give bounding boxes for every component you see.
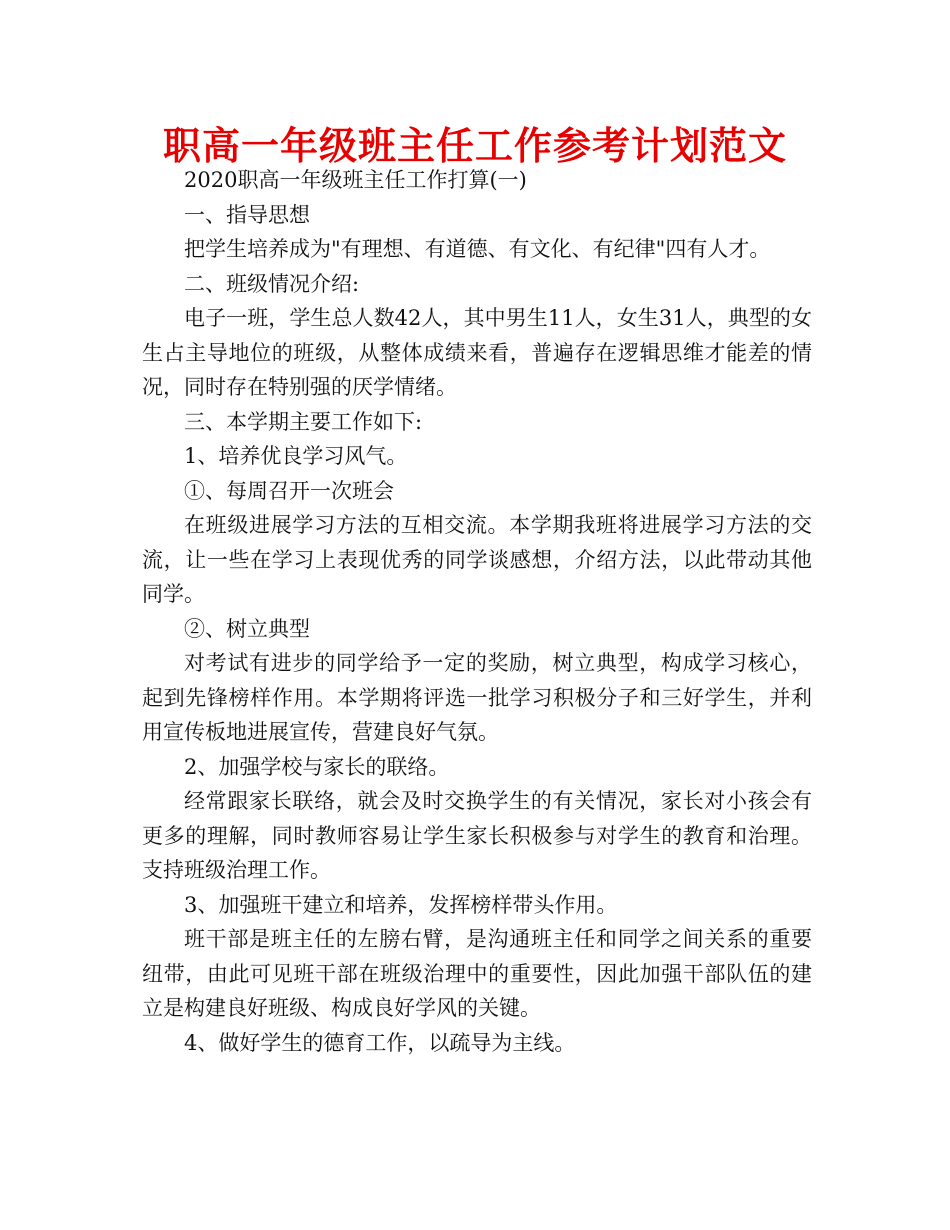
subsection-heading: 1、培养优良学习风气。	[184, 444, 408, 468]
subsection-heading: 2、加强学校与家长的联络。	[184, 754, 450, 779]
section-heading: 一、指导思想	[184, 202, 310, 227]
section-heading: 三、本学期主要工作如下:	[184, 409, 423, 434]
subsection-heading: 4、做好学生的德育工作，以疏导为主线。	[184, 1030, 576, 1055]
paragraph: 把学生培养成为"有理想、有道德、有文化、有纪律"四有人才。	[184, 237, 771, 261]
document-body	[142, 163, 812, 1060]
section-heading: 二、班级情况介绍:	[184, 271, 360, 296]
paragraph: 在班级进展学习方法的互相交流。本学期我班将进展学习方法的交流，让一些在学习上表现优秀的同学谈感想，介绍方法，以此带动其他同学。	[142, 513, 812, 606]
subsection-heading: 3、加强班干建立和培养，发挥榜样带头作用。	[184, 892, 618, 917]
paragraph: 班干部是班主任的左膀右臂，是沟通班主任和同学之间关系的重要纽带，由此可见班干部在班级治理中的重要性，因此加强干部队伍的建立是构建良好班级、构成良好学风的关键。	[142, 927, 812, 1020]
paragraph: 电子一班，学生总人数42人，其中男生11人，女生31人，典型的女生占主导地位的班级，从整体成绩来看，普遍存在逻辑思维才能差的情况，同时存在特别强的厌学情绪。	[142, 306, 812, 399]
paragraph: 经常跟家长联络，就会及时交换学生的有关情况，家长对小孩会有更多的理解，同时教师容易让学生家长积极参与对学生的教育和治理。支持班级治理工作。	[142, 789, 812, 882]
item-heading: ②、树立典型	[184, 616, 310, 641]
item-heading: ①、每周召开一次班会	[184, 478, 394, 503]
document-title: 职高一年级班主任工作参考计划范文	[162, 124, 787, 168]
paragraph: 对考试有进步的同学给予一定的奖励，树立典型，构成学习核心，起到先锋榜样作用。本学期将评选一批学习积极分子和三好学生，并利用宣传板地进展宣传，营建良好气氛。	[142, 651, 812, 744]
paragraph: 2020职高一年级班主任工作打算(一)	[184, 168, 527, 192]
